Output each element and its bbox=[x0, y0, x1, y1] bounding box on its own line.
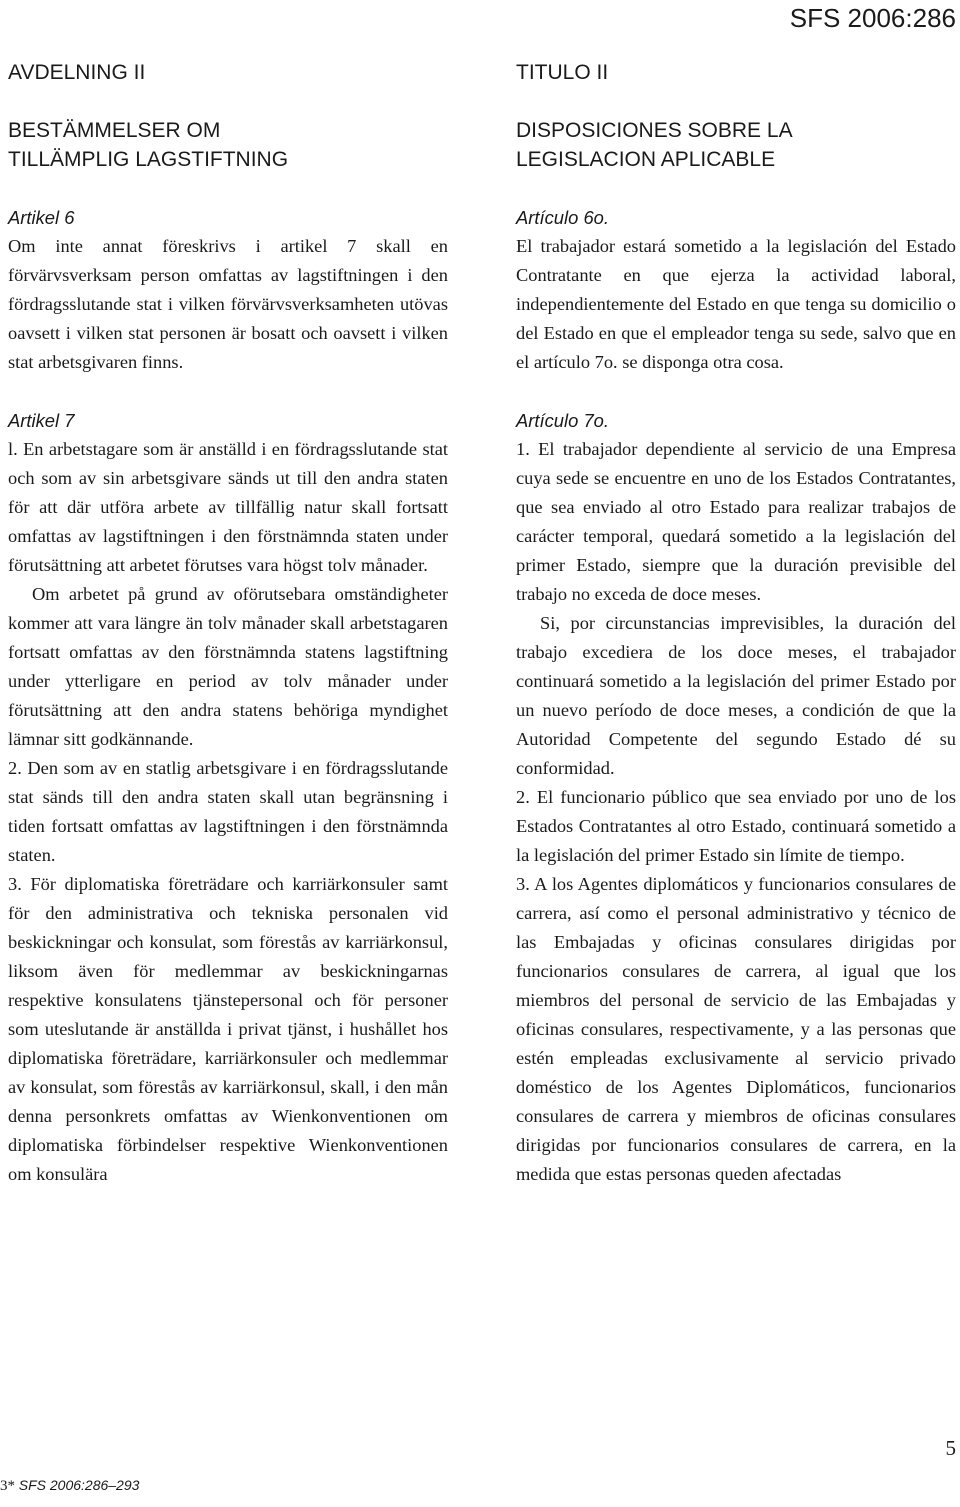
article-6-heading: Artikel 6 bbox=[8, 207, 75, 228]
article-7-paragraph-2: Si, por circunstancias imprevisibles, la duración del trabajo excediera de los doce meses, el trabajador continuará sometido a la legislación del primer Estado por un nuevo período de doce meses, a condición de que la Autoridad Competente del segundo Estado dé su conformidad. bbox=[516, 613, 956, 778]
article-7-paragraph-3: 2. Den som av en statlig arbetsgivare i en fördragsslutande stat sänds till den andra staten skall utan begränsning i tiden fortsatt omfattas av lagstiftningen i den förstnämnda staten. bbox=[8, 758, 448, 865]
article-7-paragraph-3: 2. El funcionario público que sea enviado por uno de los Estados Contratantes al otro Estado, continuará sometido a la legislación del primer Estado sin límite de tiempo. bbox=[516, 787, 956, 865]
article-6-heading: Artículo 6o. bbox=[516, 207, 610, 228]
footnote bbox=[0, 1477, 139, 1495]
article-7-paragraph-2: Om arbetet på grund av oförutsebara omständigheter kommer att vara längre än tolv månader skall arbetstagaren fortsatt omfattas av den förstnämnda statens lagstiftning under ytterligare en period av tolv månader under förutsättning att den andra statens behöriga myndighet lämnar sitt godkännande. bbox=[8, 584, 448, 749]
article-7-heading: Artículo 7o. bbox=[516, 410, 610, 431]
article-6-text: Om inte annat föreskrivs i artikel 7 skall en förvärvsverksam person omfattas av lagstiftningen i den fördragsslutande stat i vilken förvärvsverksamheten utövas oavsett i vilken stat personen är bosatt och oavsett i vilken stat arbetsgivaren finns. bbox=[8, 236, 448, 372]
section-subtitle: BESTÄMMELSER OM TILLÄMPLIG LAGSTIFTNING bbox=[8, 119, 289, 171]
article-7-paragraph-1: 1. El trabajador dependiente al servicio de una Empresa cuya sede se encuentre en uno de los Estados Contratantes, que sea enviado al otro Estado para realizar trabajos de carácter temporal, quedará sometido a la legislación del primer Estado, siempre que la duración previsible del trabajo no exceda de doce meses. bbox=[516, 439, 956, 604]
article-7-paragraph-4: 3. För diplomatiska företrädare och karriärkonsuler samt för den administrativa och tekniska personalen vid beskickningar och konsulat, som förestås av karriärkonsul, liksom även för medlemmar av beskickningarnas respektive konsulatens tjänstepersonal och för personer som uteslutande är anställda i privat tjänst, i hushållet hos diplomatiska företrädare, karriärkonsuler och medlemmar av konsulat, som förestås av karriärkonsul, skall, i den mån denna personkrets omfattas av Wienkonventionen om diplomatiska förbindelser respektive Wienkonventionen om konsulära bbox=[8, 874, 448, 1184]
footnote-prefix: 3* bbox=[0, 1478, 15, 1494]
article-7-paragraph-4: 3. A los Agentes diplomáticos y funcionarios consulares de carrera, así como el personal administrativo y técnico de las Embajadas y oficinas consulares dirigidas por funcionarios consulares de carrera, al igual que los miembros del personal de servicio de las Embajadas y oficinas consulares, respectivamente, y a las personas que estén empleadas exclusivamente al servicio privado doméstico de los Agentes Diplomáticos, funcionarios consulares de carrera y miembros de oficinas consulares dirigidas por funcionarios consulares de carrera, en la medida que estas personas queden afectadas bbox=[516, 874, 956, 1184]
article-7-paragraph-1: l. En arbetstagare som är anställd i en fördragsslutande stat och som av sin arbetsgivare sänds ut till den andra staten för att där utföra arbete av tillfällig natur skall fortsatt omfattas av lagstiftningen i den förstnämnda staten under förutsättning att arbetet förutses vara högst tolv månader. bbox=[8, 439, 448, 575]
page-header-code: SFS 2006:286 bbox=[789, 3, 956, 33]
footnote-code: SFS 2006:286–293 bbox=[18, 1477, 140, 1493]
section-title: AVDELNING II bbox=[8, 61, 146, 84]
swedish-column bbox=[8, 58, 448, 1189]
section-title: TITULO II bbox=[516, 61, 609, 84]
section-subtitle: DISPOSICIONES SOBRE LA LEGISLACION APLICABLE bbox=[516, 119, 793, 171]
article-7-heading: Artikel 7 bbox=[8, 410, 75, 431]
article-6-text: El trabajador estará sometido a la legislación del Estado Contratante en que ejerza la actividad laboral, independientemente del Estado en que tenga su domicilio o del Estado en que el empleador tenga su sede, salvo que en el artículo 7o. se disponga otra cosa. bbox=[516, 236, 956, 372]
page-number: 5 bbox=[945, 1436, 956, 1460]
spanish-column bbox=[516, 58, 956, 1189]
